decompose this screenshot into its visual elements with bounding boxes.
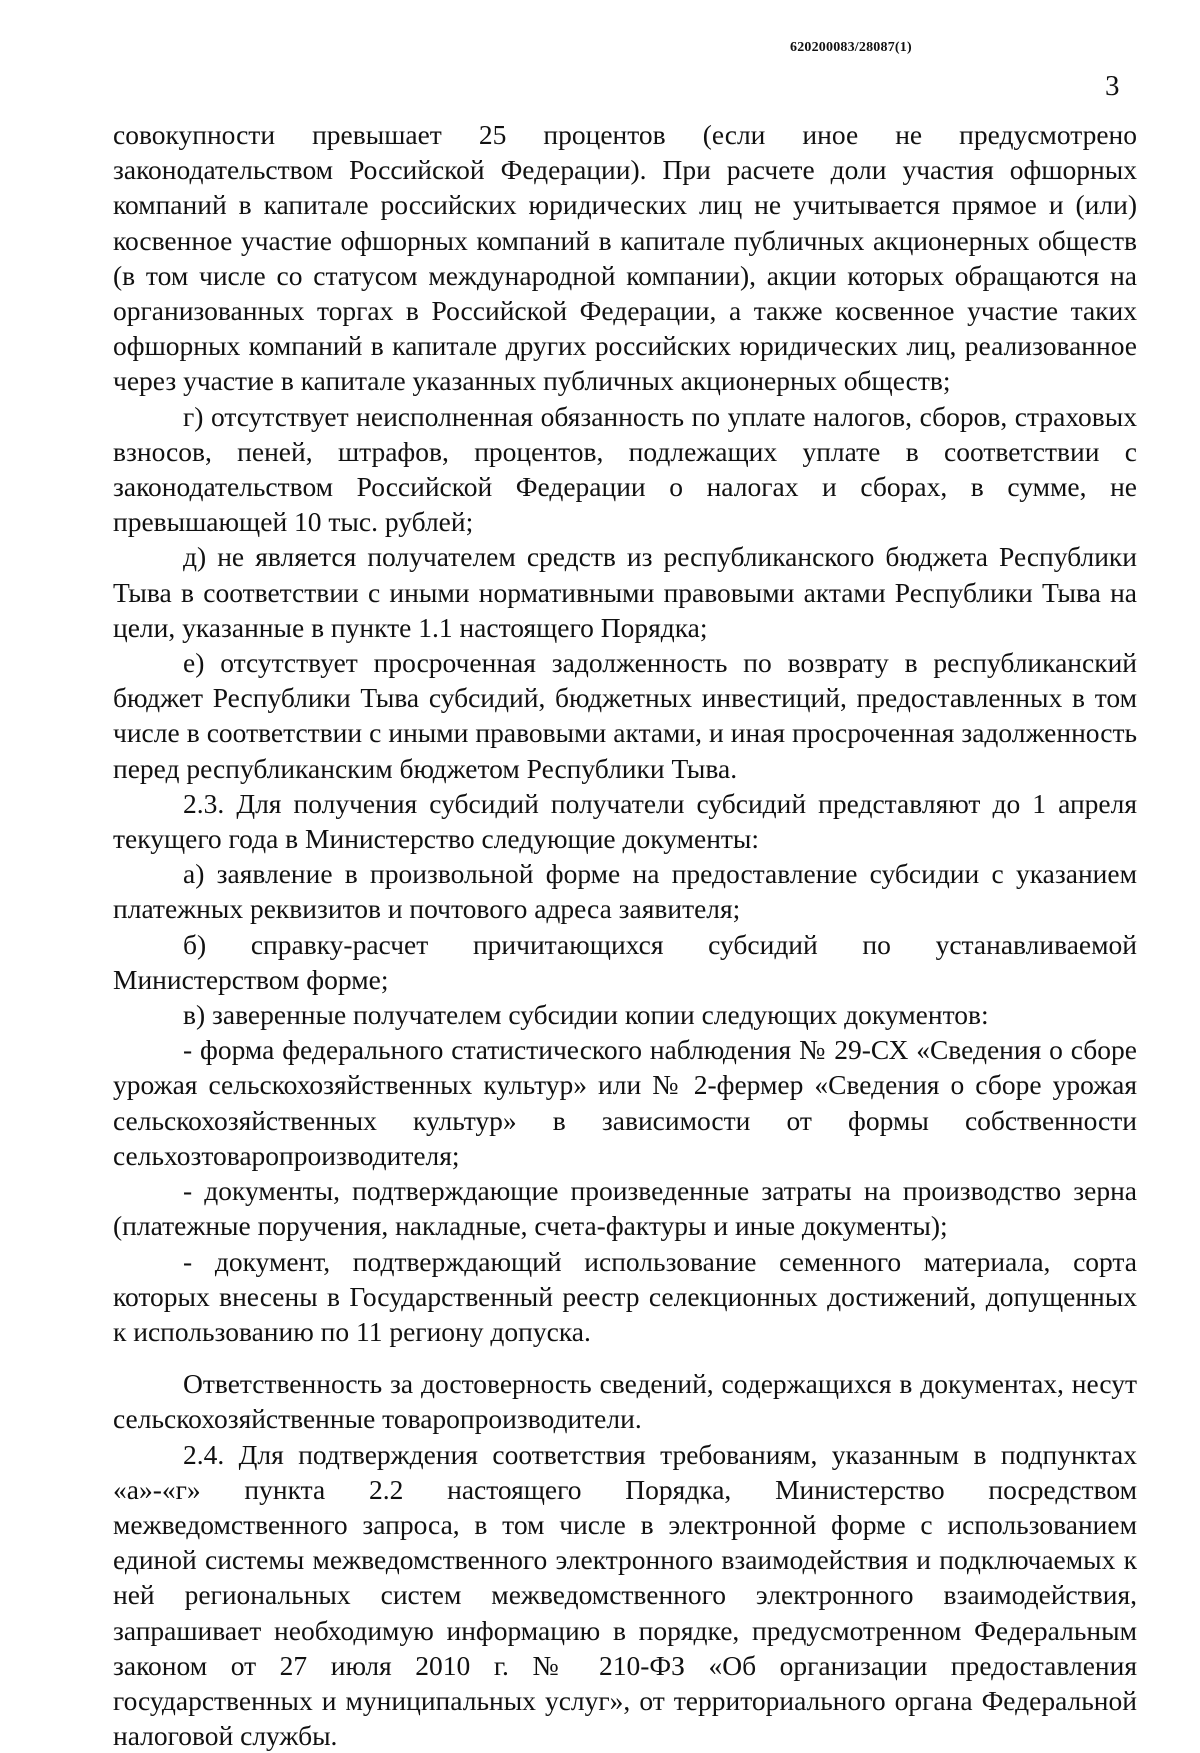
paragraph-responsibility: Ответственность за достоверность сведений, содержащихся в документах, несут сельскохозяйственные товаропроизводители. xyxy=(113,1368,1137,1435)
page-number: 3 xyxy=(1105,70,1120,102)
paragraph-item-e: е) отсутствует просроченная задолженность по возврату в республиканский бюджет Республики Тыва субсидий, бюджетных инвестиций, предоставленных в том числе в соответствии с иными правовыми актами, и иная просроченная задолженность перед республиканским бюджетом Республики Тыва. xyxy=(113,647,1137,784)
paragraph-item-d: д) не является получателем средств из республиканского бюджета Республики Тыва в соответствии с иными нормативными правовыми актами Республики Тыва на цели, указанные в пункте 1.1 настоящего Порядка; xyxy=(113,541,1137,643)
paragraph-dash-form: - форма федерального статистического наблюдения № 29-СХ «Сведения о сборе урожая сельскохозяйственных культур» или № 2-фермер «Сведения о сборе урожая сельскохозяйственных культур» в зависимости от формы собственности сельхозтоваропроизводителя; xyxy=(113,1034,1137,1171)
document-body xyxy=(113,117,1137,1753)
paragraph-item-b: б) справку-расчет причитающихся субсидий по устанавливаемой Министерством форме; xyxy=(113,928,1137,995)
paragraph-dash-seed: - документ, подтверждающий использование семенного материала, сорта которых внесены в Государственный реестр селекционных достижений, допущенных к использованию по 11 региону допуска. xyxy=(113,1245,1137,1347)
paragraph-item-v: в) заверенные получателем субсидии копии следующих документов: xyxy=(183,999,989,1031)
paragraph-2-4: 2.4. Для подтверждения соответствия требованиям, указанным в подпунктах «а»-«г» пункта 2.2 настоящего Порядка, Министерство посредством межведомственного запроса, в том числе в электронной форме с использованием единой системы межведомственного электронного взаимодействия и подключаемых к ней региональных систем межведомственного электронного взаимодействия, запрашивает необходимую информацию в порядке, предусмотренном Федеральным законом от 27 июля 2010 г. № 210-ФЗ «Об организации предоставления государственных и муниципальных услуг», от территориального органа Федеральной налоговой службы. xyxy=(113,1438,1137,1752)
paragraph-item-a: а) заявление в произвольной форме на предоставление субсидии с указанием платежных реквизитов и почтового адреса заявителя; xyxy=(113,858,1137,925)
paragraph-continuation: совокупности превышает 25 процентов (если иное не предусмотрено законодательством Российской Федерации). При расчете доли участия офшорных компаний в капитале российских юридических лиц не учитывается прямое и (или) косвенное участие офшорных компаний в капитале публичных акционерных обществ (в том числе со статусом международной компании), акции которых обращаются на организованных торгах в Российской Федерации, а также косвенное участие таких офшорных компаний в капитале других российских юридических лиц, реализованное через участие в капитале указанных публичных акционерных обществ; xyxy=(113,119,1137,397)
paragraph-dash-documents: - документы, подтверждающие произведенные затраты на производство зерна (платежные поручения, накладные, счета-фактуры и иные документы); xyxy=(113,1175,1137,1242)
paragraph-2-3: 2.3. Для получения субсидий получатели субсидий представляют до 1 апреля текущего года в Министерство следующие документы: xyxy=(113,787,1137,855)
document-id: 620200083/28087(1) xyxy=(790,40,912,55)
paragraph-item-g: г) отсутствует неисполненная обязанность по уплате налогов, сборов, страховых взносов, пеней, штрафов, процентов, подлежащих уплате в соответствии с законодательством Российской Федерации о налогах и сборах, в сумме, не превышающей 10 тыс. рублей; xyxy=(113,400,1137,538)
